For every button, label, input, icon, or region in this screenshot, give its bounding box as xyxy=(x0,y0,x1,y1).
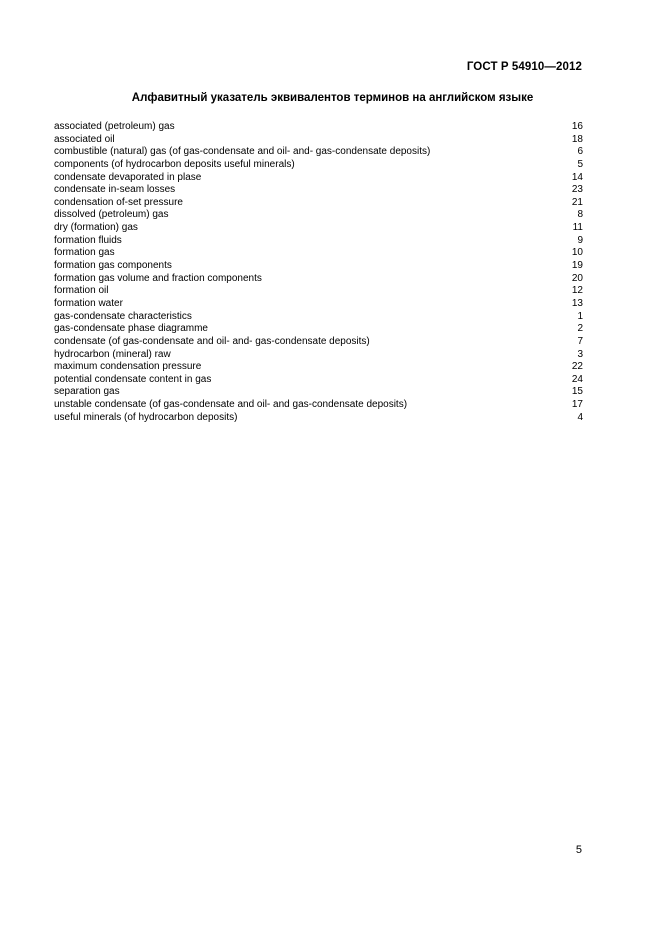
index-entry xyxy=(54,121,583,134)
index-term: condensate in-seam losses xyxy=(54,184,176,196)
index-entry xyxy=(54,349,583,362)
index-term-number: 9 xyxy=(577,234,583,246)
page-number: 5 xyxy=(575,844,582,856)
index-term: associated oil xyxy=(54,133,115,145)
index-term-number: 19 xyxy=(571,260,583,272)
index-term-number: 6 xyxy=(577,146,583,158)
index-term: condensate devaporated in plase xyxy=(54,171,202,183)
index-term-number: 22 xyxy=(571,361,583,373)
index-term: formation gas xyxy=(54,247,115,259)
index-term: gas-condensate characteristics xyxy=(54,310,192,322)
index-term-number: 20 xyxy=(571,272,583,284)
index-term: condensate (of gas-condensate and oil- and- gas-condensate deposits) xyxy=(54,335,370,347)
index-entry xyxy=(54,361,583,374)
index-title: Алфавитный указатель эквивалентов терминов на английском языке xyxy=(131,92,534,104)
index-term-number: 14 xyxy=(571,171,583,183)
term-index-list xyxy=(54,121,583,424)
index-term: unstable condensate (of gas-condensate and oil- and gas-condensate deposits) xyxy=(54,399,408,411)
index-entry xyxy=(54,209,583,222)
index-entry xyxy=(54,247,583,260)
index-term: components (of hydrocarbon deposits useful minerals) xyxy=(54,158,295,170)
index-term: combustible (natural) gas (of gas-condensate and oil- and- gas-condensate deposits) xyxy=(54,146,431,158)
index-term-number: 4 xyxy=(577,411,583,423)
index-term-number: 21 xyxy=(571,196,583,208)
index-entry xyxy=(54,412,583,425)
index-term-number: 5 xyxy=(577,158,583,170)
index-entry xyxy=(54,146,583,159)
index-term: associated (petroleum) gas xyxy=(54,121,175,132)
index-term-number: 23 xyxy=(571,184,583,196)
index-term: potential condensate content in gas xyxy=(54,373,212,385)
index-term-number: 8 xyxy=(577,209,583,221)
index-term-number: 15 xyxy=(571,386,583,398)
index-term-number: 17 xyxy=(571,399,583,411)
index-term: formation gas components xyxy=(54,260,172,272)
index-term: maximum condensation pressure xyxy=(54,361,202,373)
index-entry xyxy=(54,184,583,197)
index-term-number: 1 xyxy=(577,310,583,322)
index-term: formation oil xyxy=(54,285,109,297)
index-entry xyxy=(54,311,583,324)
index-term: gas-condensate phase diagramme xyxy=(54,323,208,335)
index-term: useful minerals (of hydrocarbon deposits) xyxy=(54,411,238,423)
index-entry xyxy=(54,323,583,336)
index-entry xyxy=(54,222,583,235)
index-term: dry (formation) gas xyxy=(54,222,138,234)
index-term-number: 13 xyxy=(571,297,583,309)
index-term: dissolved (petroleum) gas xyxy=(54,209,169,221)
index-term-number: 18 xyxy=(571,133,583,145)
index-term: condensation of-set pressure xyxy=(54,196,183,208)
document-code: ГОСТ Р 54910—2012 xyxy=(466,61,582,73)
index-entry xyxy=(54,172,583,185)
index-term: formation water xyxy=(54,297,123,309)
index-entry xyxy=(54,159,583,172)
index-term: formation gas volume and fraction components xyxy=(54,272,262,284)
index-entry xyxy=(54,298,583,311)
index-entry xyxy=(54,374,583,387)
index-term-number: 16 xyxy=(571,121,583,132)
index-entry xyxy=(54,273,583,286)
index-entry xyxy=(54,399,583,412)
index-term-number: 7 xyxy=(577,335,583,347)
index-entry xyxy=(54,336,583,349)
index-term: formation fluids xyxy=(54,234,122,246)
index-entry xyxy=(54,386,583,399)
index-term-number: 2 xyxy=(577,323,583,335)
index-term-number: 10 xyxy=(571,247,583,259)
index-entry xyxy=(54,197,583,210)
index-term: hydrocarbon (mineral) raw xyxy=(54,348,171,360)
index-entry xyxy=(54,285,583,298)
index-term-number: 11 xyxy=(572,222,583,234)
index-entry xyxy=(54,260,583,273)
index-term: separation gas xyxy=(54,386,120,398)
index-term-number: 24 xyxy=(571,373,583,385)
index-entry xyxy=(54,235,583,248)
index-term-number: 12 xyxy=(571,285,583,297)
index-term-number: 3 xyxy=(577,348,583,360)
index-entry xyxy=(54,134,583,147)
